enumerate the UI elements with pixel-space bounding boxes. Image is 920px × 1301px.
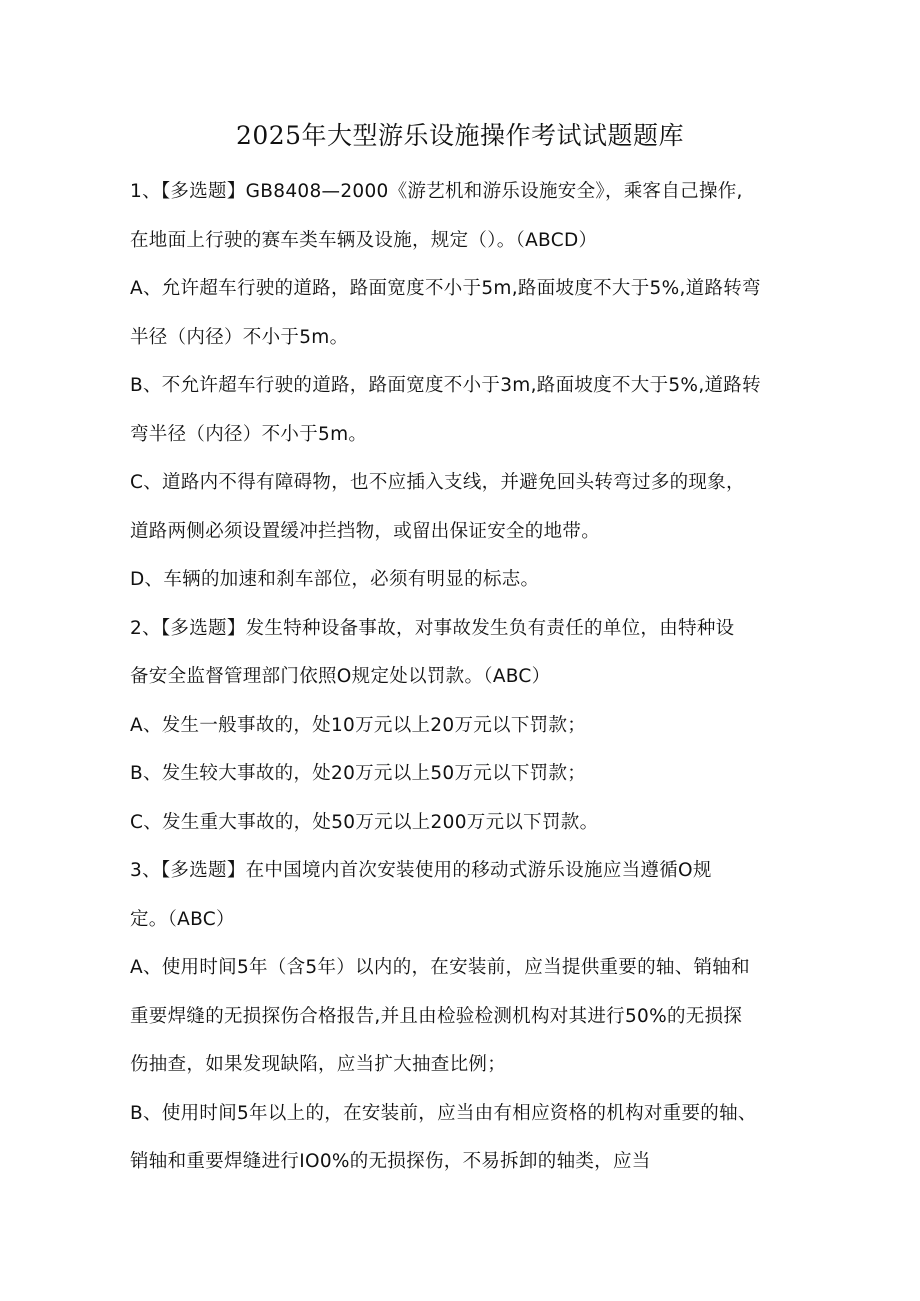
question-3-option-b-line-1: B、使用时间5年以上的，在安装前，应当由有相应资格的机构对重要的轴、 bbox=[130, 1102, 757, 1124]
question-1-option-b-line-1: B、不允许超车行驶的道路，路面宽度不小于3m,路面坡度不大于5%,道路转 bbox=[130, 375, 761, 396]
document-body bbox=[130, 168, 790, 1187]
question-1-option-a-line-2: 半径（内径）不小于5m。 bbox=[130, 326, 349, 348]
question-1-option-c-line-2: 道路两侧必须设置缓冲拦挡物，或留出保证安全的地带。 bbox=[130, 520, 601, 542]
question-1-option-c-line-1: C、道路内不得有障碍物，也不应插入支线，并避免回头转弯过多的现象， bbox=[130, 472, 745, 493]
question-1-option-a-line-1: A、允许超车行驶的道路，路面宽度不小于5m,路面坡度不大于5%,道路转弯 bbox=[130, 278, 761, 299]
question-2-option-b: B、发生较大事故的，处20万元以上50万元以下罚款； bbox=[130, 763, 587, 784]
question-1-option-d: D、车辆的加速和刹车部位，必须有明显的标志。 bbox=[130, 569, 540, 590]
question-2-option-c: C、发生重大事故的，处50万元以上200万元以下罚款。 bbox=[130, 811, 599, 833]
question-1-line-2: 在地面上行驶的赛车类车辆及设施，规定（）。（ABCD） bbox=[130, 229, 598, 251]
question-3-option-b-line-2: 销轴和重要焊缝进行IO0%的无损探伤，不易拆卸的轴类，应当 bbox=[130, 1151, 651, 1172]
question-3-option-a-line-1: A、使用时间5年（含5年）以内的，在安装前，应当提供重要的轴、销轴和 bbox=[130, 957, 750, 978]
question-1-line-1: 1、【多选题】GB8408—2000《游艺机和游乐设施安全》，乘客自己操作, bbox=[130, 181, 743, 202]
question-2-line-1: 2、【多选题】发生特种设备事故，对事故发生负有责任的单位，由特种设 bbox=[130, 617, 735, 639]
question-1-option-b-line-2: 弯半径（内径）不小于5m。 bbox=[130, 423, 368, 445]
question-2-line-2: 备安全监督管理部门依照O规定处以罚款。（ABC） bbox=[130, 666, 551, 687]
question-3-line-2: 定。（ABC） bbox=[130, 908, 235, 930]
question-3-option-a-line-2: 重要焊缝的无损探伤合格报告,并且由检验检测机构对其进行50%的无损探 bbox=[130, 1005, 743, 1027]
question-3-option-a-line-3: 伤抽查，如果发现缺陷，应当扩大抽查比例； bbox=[130, 1054, 507, 1075]
document-title: 2025年大型游乐设施操作考试试题题库 bbox=[235, 121, 685, 150]
question-3-line-1: 3、【多选题】在中国境内首次安装使用的移动式游乐设施应当遵循O规 bbox=[130, 860, 712, 881]
question-2-option-a: A、发生一般事故的，处10万元以上20万元以下罚款； bbox=[130, 714, 587, 736]
